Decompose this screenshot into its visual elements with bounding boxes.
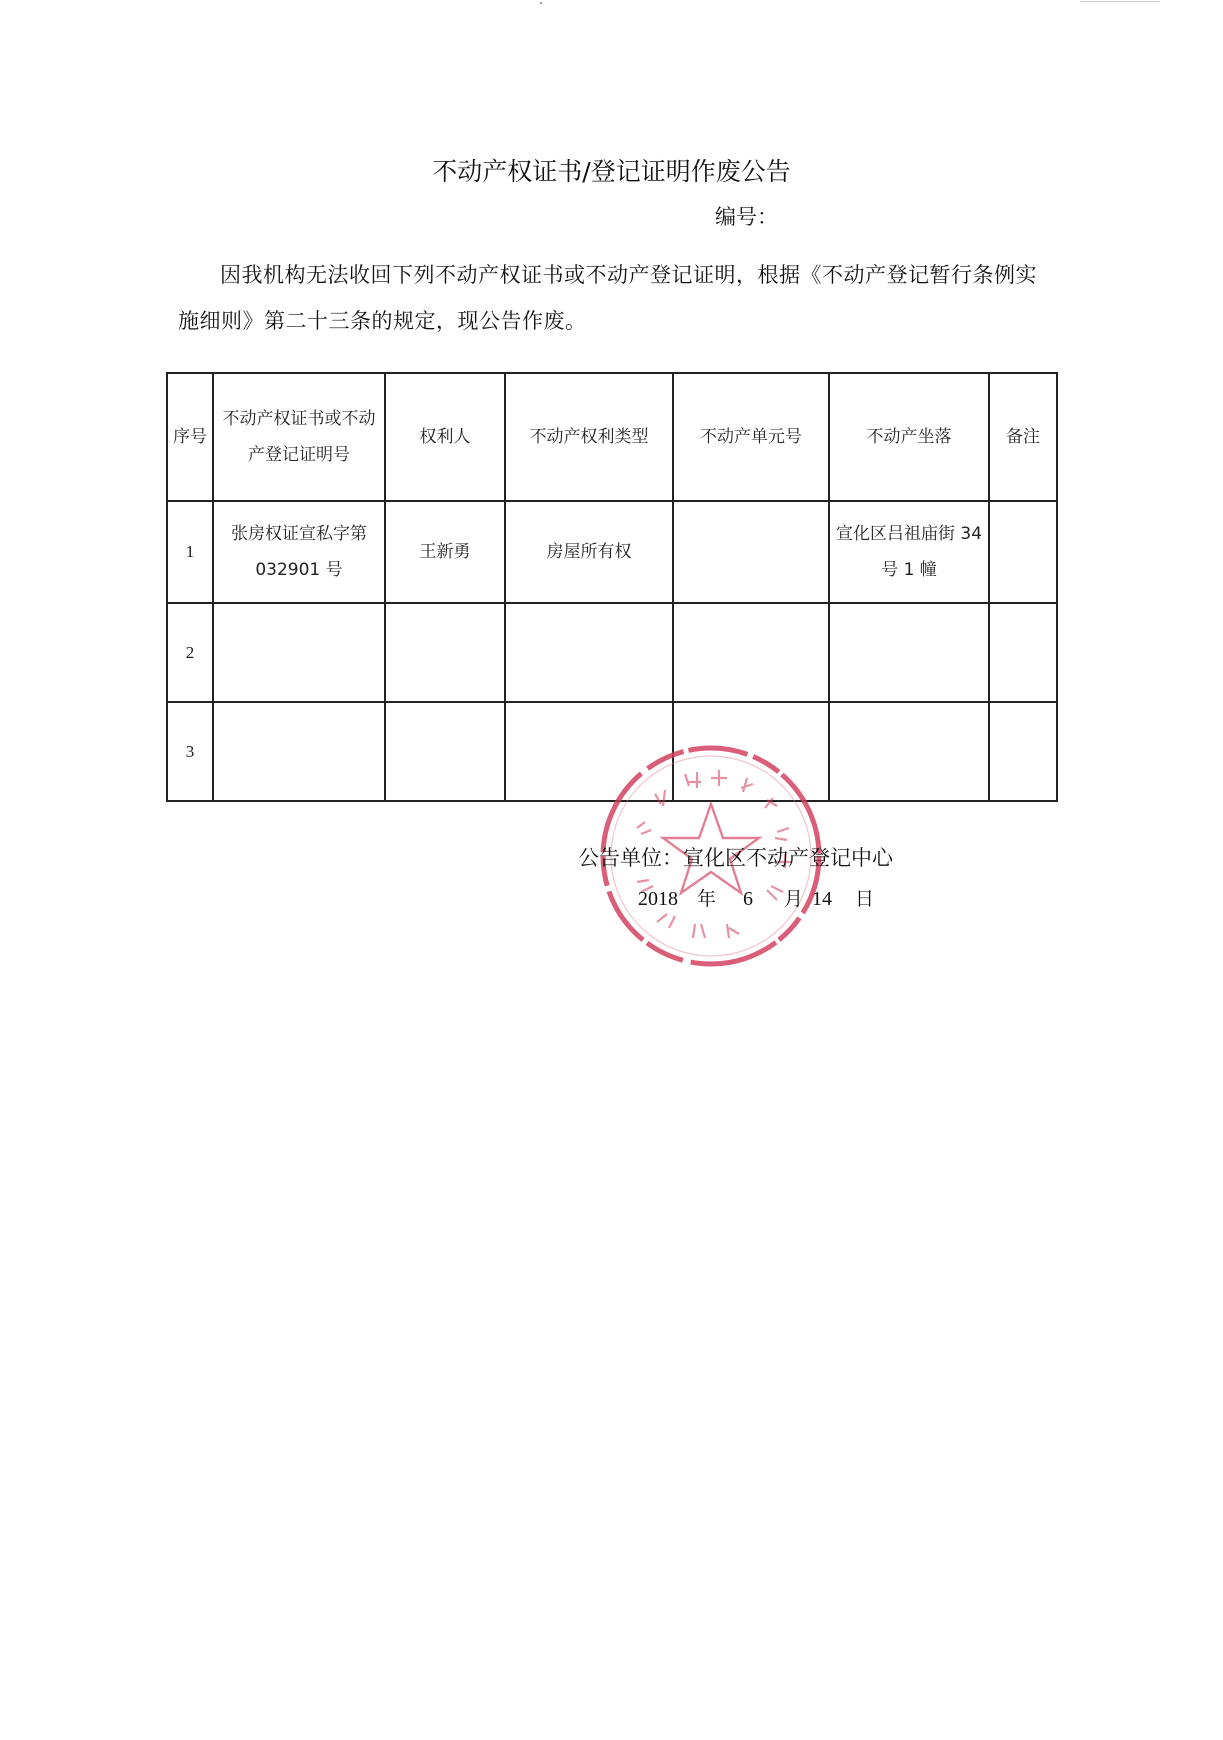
cell-seq: 1	[167, 501, 213, 603]
serial-number-label: 编号：	[715, 205, 778, 229]
cell-location: 宣化区吕祖庙街 34 号 1 幢	[829, 501, 989, 603]
cell-holder	[385, 702, 505, 801]
cell-location	[829, 603, 989, 702]
cell-right-type: 房屋所有权	[505, 501, 673, 603]
cell-unit-no	[673, 603, 829, 702]
cell-unit-no	[673, 501, 829, 603]
header-location: 不动产坐落	[829, 373, 989, 501]
records-table	[166, 372, 1058, 802]
table-row	[167, 501, 1057, 603]
page-title: 不动产权证书/登记证明作废公告	[432, 157, 791, 186]
table-row	[167, 603, 1057, 702]
cell-cert-no: 张房权证宣私字第 032901 号	[213, 501, 385, 603]
cell-cert-no	[213, 702, 385, 801]
table-row	[167, 702, 1057, 801]
header-cert-no: 不动产权证书或不动产登记证明号	[213, 373, 385, 501]
header-remark: 备注	[989, 373, 1057, 501]
cell-holder	[385, 603, 505, 702]
cell-remark	[989, 603, 1057, 702]
issuer-line: 公告单位：宣化区不动产登记中心	[578, 846, 893, 870]
notice-paragraph: 因我机构无法收回下列不动产权证书或不动产登记证明，根据《不动产登记暂行条例实施细则》第二十三条的规定，现公告作废。	[178, 263, 1037, 333]
cell-right-type	[505, 603, 673, 702]
cell-location	[829, 702, 989, 801]
scan-mark	[540, 2, 542, 4]
cell-remark	[989, 702, 1057, 801]
cell-seq: 2	[167, 603, 213, 702]
issue-date	[638, 884, 896, 911]
date-day: 14	[812, 888, 833, 910]
cell-unit-no	[673, 702, 829, 801]
date-year-unit: 年	[697, 888, 717, 910]
cell-holder: 王新勇	[385, 501, 505, 603]
table-header-row	[167, 373, 1057, 501]
header-holder: 权利人	[385, 373, 505, 501]
date-day-unit: 日	[855, 888, 875, 910]
header-right-type: 不动产权利类型	[505, 373, 673, 501]
cell-remark	[989, 501, 1057, 603]
date-month-unit: 月	[784, 888, 804, 910]
header-unit-no: 不动产单元号	[673, 373, 829, 501]
date-month: 6	[743, 888, 754, 910]
scan-mark	[1080, 1, 1160, 2]
records-table-wrapper	[166, 372, 1058, 802]
header-seq: 序号	[167, 373, 213, 501]
cell-cert-no	[213, 603, 385, 702]
cell-right-type	[505, 702, 673, 801]
date-year: 2018	[638, 888, 678, 910]
cell-seq: 3	[167, 702, 213, 801]
